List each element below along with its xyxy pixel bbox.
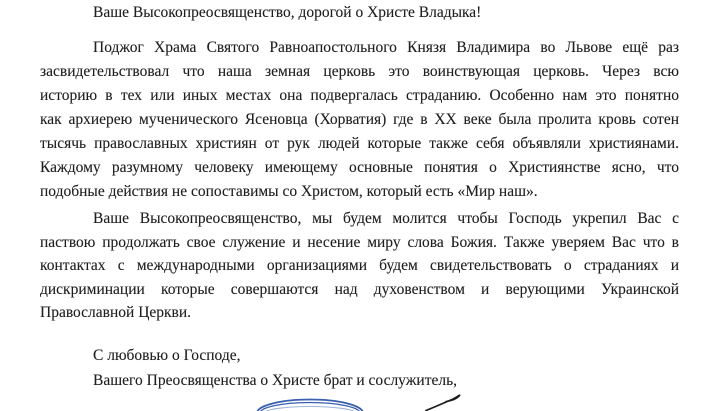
paragraph-line: историю в тех или иных местах она подвергалась страданию. Особенно нам это понятно bbox=[40, 87, 679, 104]
signature-stroke-icon bbox=[426, 395, 460, 410]
paragraph-line: Православной Церкви. bbox=[40, 304, 192, 321]
letter-paragraph-1 bbox=[40, 36, 679, 204]
letter-paragraph-2 bbox=[40, 207, 679, 325]
paragraph-line: Поджог Храма Святого Равноапостольного Князя Владимира во Львове ещё раз bbox=[93, 39, 679, 56]
paragraph-line: тысячь православных християн от рук людей которые также себя объявляли християнами. bbox=[40, 135, 679, 152]
closing-valediction: С любовью о Господе, bbox=[93, 347, 241, 364]
paragraph-line: засвидетельствовал что наша земная церковь это воинствующая церковь. Через всю bbox=[40, 63, 679, 80]
letter-closing bbox=[93, 344, 457, 393]
paragraph-line: дискриминации которые совершаются над духовенством и верующими Украинской bbox=[40, 280, 679, 298]
closing-signatory-title: Вашего Преосвященства о Христе брат и сослужитель, bbox=[93, 371, 458, 389]
paragraph-line: Каждому разумному человеку имеющему основные понятия о Християнстве ясно, что bbox=[40, 159, 679, 176]
paragraph-line: Ваше Высокопреосвященство, мы будем молится чтобы Господь укрепил Вас с bbox=[93, 210, 679, 227]
episcopal-seal-icon bbox=[257, 400, 363, 411]
paragraph-line: подобные действия не сопоставимы со Христом, который есть «Мир наш». bbox=[40, 183, 538, 200]
letter-salutation: Ваше Высокопреосвященство, дорогой о Христе Владыка! bbox=[93, 4, 482, 21]
paragraph-line: паствою продолжать свое служение и несение миру слова Божия. Также уверяем Вас что в bbox=[40, 233, 679, 251]
paragraph-line: как архиерею мученического Ясеновца (Хорватия) где в XX веке была пролита кровь сотен bbox=[40, 111, 679, 128]
paragraph-line: контактах с международными организациями будем свидетельствовать о страданиях и bbox=[40, 257, 679, 274]
